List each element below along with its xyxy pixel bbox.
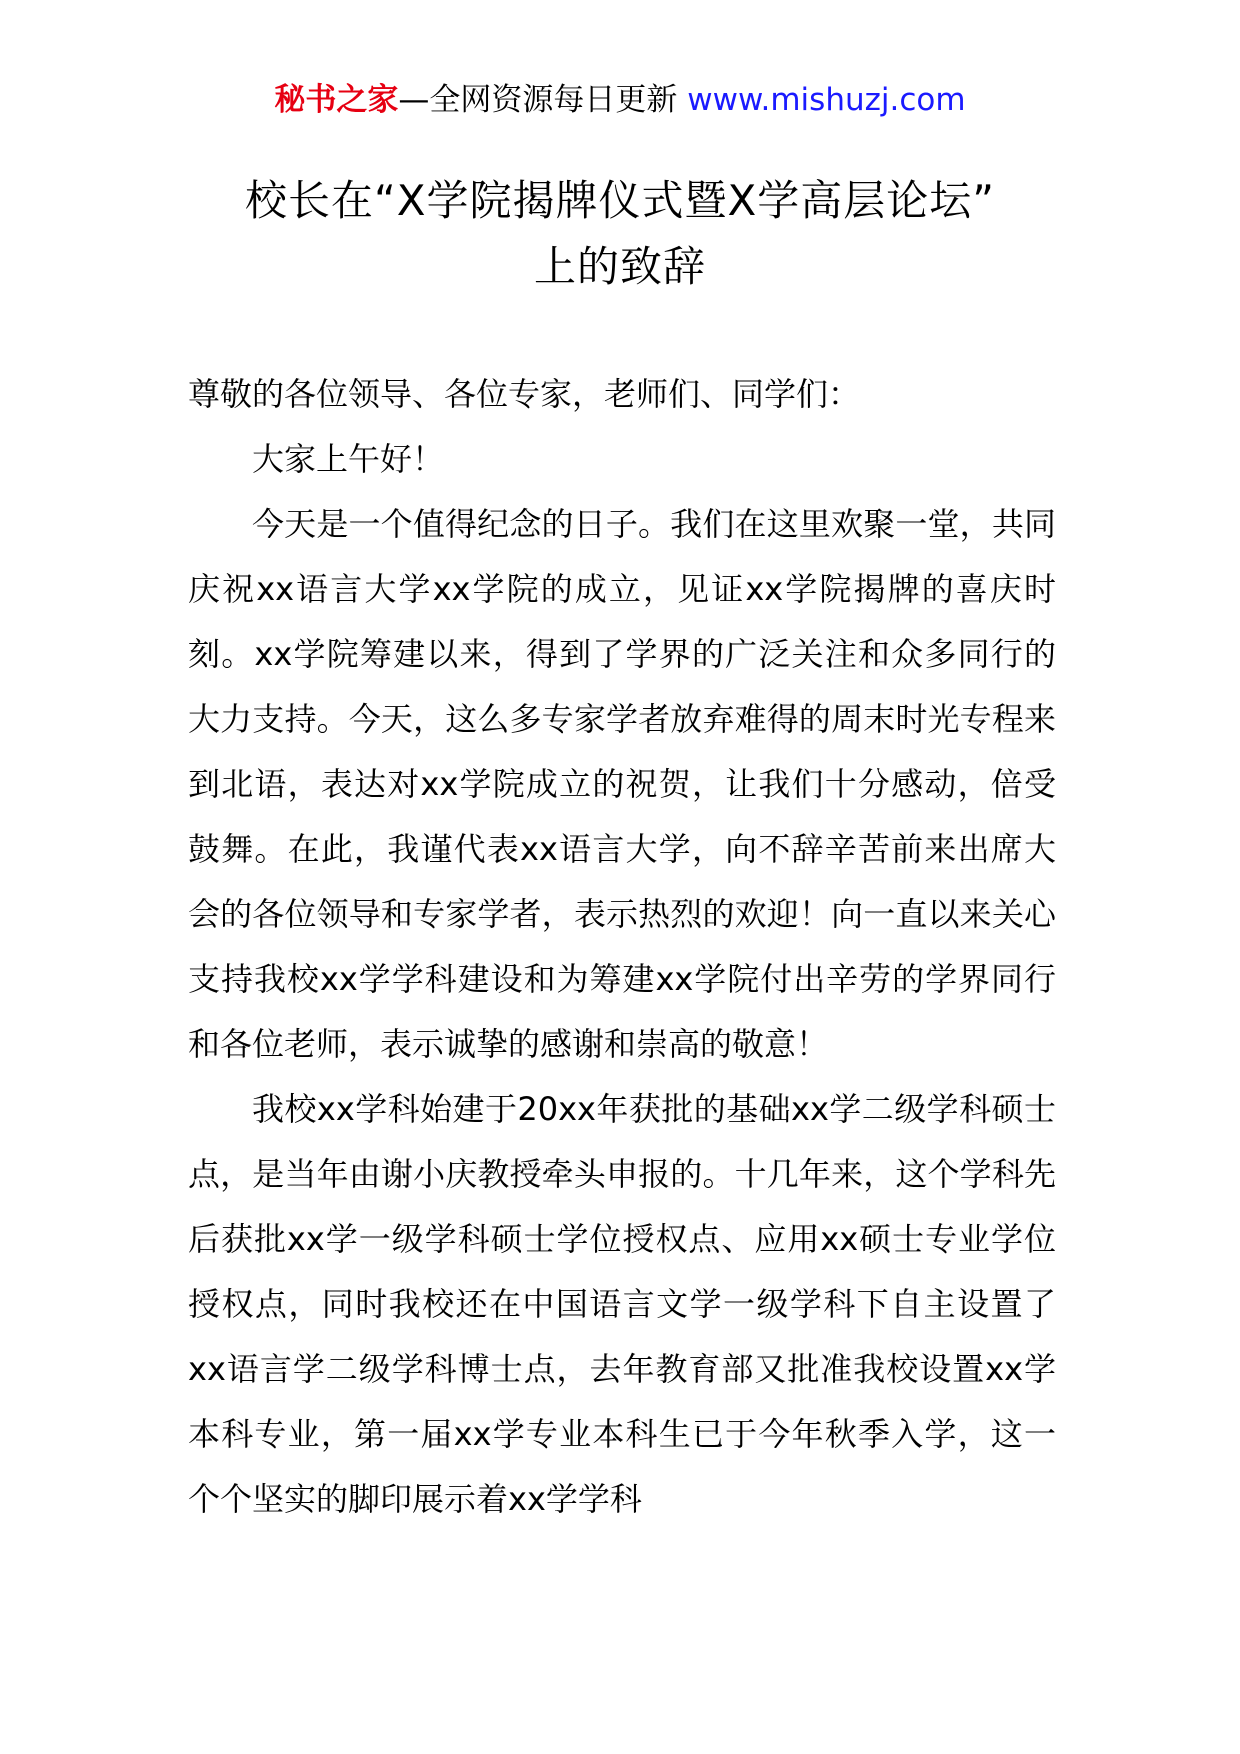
paragraph-welcome: 今天是一个值得纪念的日子。我们在这里欢聚一堂，共同庆祝xx语言大学xx学院的成立，见证xx学院揭牌的喜庆时刻。xx学院筹建以来，得到了学界的广泛关注和众多同行的大力支持。今天，这么多专家学者放弃难得的周末时光专程来到北语，表达对xx学院成立的祝贺，让我们十分感动，倍受鼓舞。在此，我谨代表xx语言大学，向不辞辛苦前来出席大会的各位领导和专家学者，表示热烈的欢迎！向一直以来关心支持我校xx学学科建设和为筹建xx学院付出辛劳的学界同行和各位老师，表示诚挚的感谢和崇高的敬意！ [188,505,1056,1063]
paragraph-history: 我校xx学科始建于20xx年获批的基础xx学二级学科硕士点，是当年由谢小庆教授牵头申报的。十几年来，这个学科先后获批xx学一级学科硕士学位授权点、应用xx硕士专业学位授权点，同时我校还在中国语言文学一级学科下自主设置了xx语言学二级学科博士点，去年教育部又批准我校设置xx学本科专业，第一届xx学专业本科生已于今年秋季入学，这一个个坚实的脚印展示着xx学学科 [188,1090,1056,1518]
salutation: 尊敬的各位领导、各位专家，老师们、同学们： [188,375,861,413]
document-body [188,362,1056,1532]
site-name: 秘书之家 [274,82,399,118]
site-url-link[interactable]: www.mishuzj.com [687,82,966,118]
site-header [0,78,1240,122]
title-line-2: 上的致辞 [533,242,706,291]
paragraph-greeting: 大家上午好！ [252,440,445,478]
title-line-1: 校长在“X学院揭牌仪式暨X学高层论坛” [244,176,996,225]
document-title [140,168,1100,300]
site-slogan: —全网资源每日更新 [398,82,688,118]
